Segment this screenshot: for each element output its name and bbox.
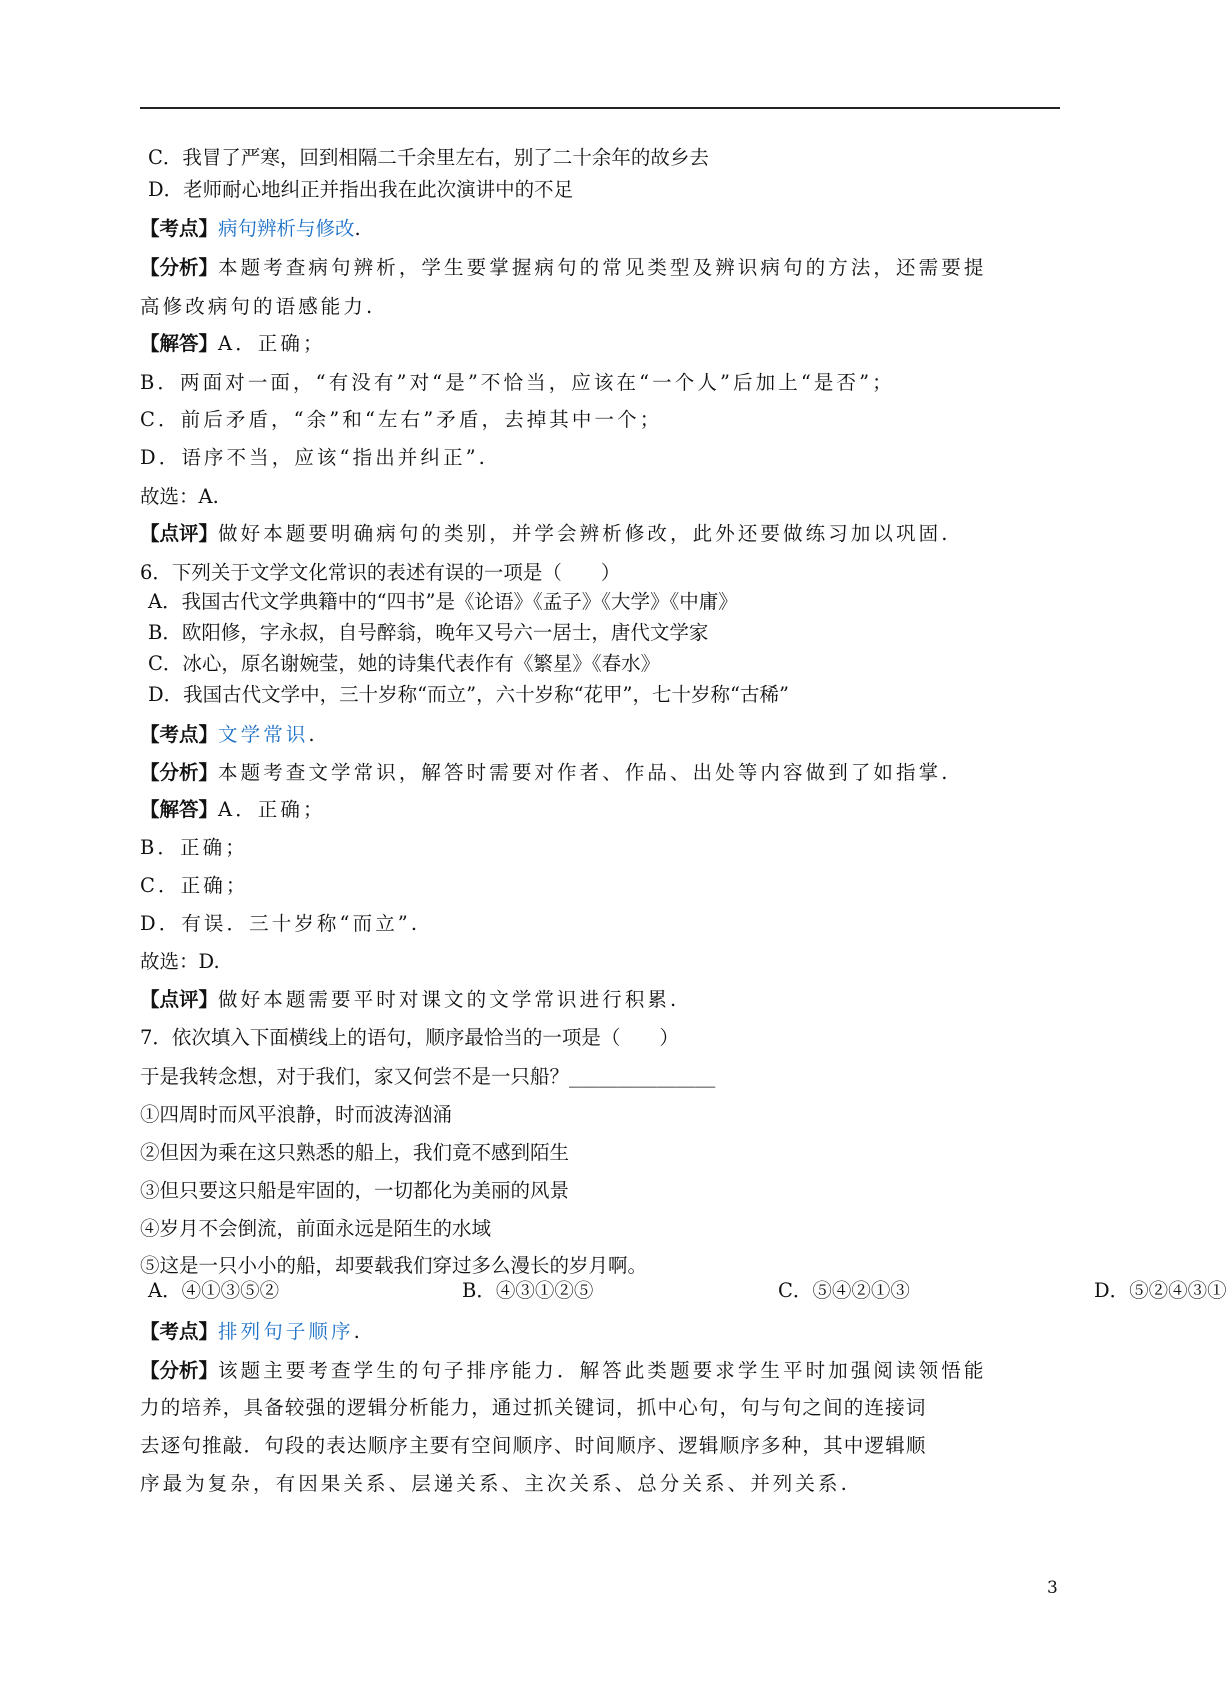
q7-sentence-3: ③但只要这只船是牢固的，一切都化为美丽的风景	[140, 1179, 570, 1202]
q7-stem: 7．依次填入下面横线上的语句，顺序最恰当的一项是（ ）	[140, 1026, 679, 1049]
kaodian-tag: 【考点】	[140, 217, 219, 240]
page-number: 3	[1047, 1578, 1058, 1598]
q6-kaodian	[140, 722, 318, 748]
q7-fenxi-line1	[140, 1358, 986, 1384]
q7-option-a: A．④①③⑤②	[148, 1279, 280, 1302]
q6-stem: 6．下列关于文学文化常识的表述有误的一项是（ ）	[140, 561, 621, 584]
jieda-tag: 【解答】	[140, 798, 219, 821]
q7-sentence-5: ⑤这是一只小小的船，却要载我们穿过多么漫长的岁月啊。	[140, 1254, 648, 1277]
header-rule	[140, 107, 1060, 109]
q6-answer: 故选：D.	[140, 950, 220, 973]
jieda-a: A．正确；	[218, 798, 326, 821]
q7-option-c: C．⑤④②①③	[778, 1279, 910, 1302]
fenxi-text: 本题考查病句辨析，学生要掌握病句的常见类型及辨识病句的方法，还需要提	[218, 256, 987, 279]
kaodian-link[interactable]: 排列句子顺序	[218, 1320, 354, 1343]
kaodian-end: .	[308, 723, 318, 746]
kaodian-end: .	[354, 217, 361, 240]
q5-option-c: C．我冒了严寒，回到相隔二千余里左右，别了二十余年的故乡去	[148, 146, 709, 169]
q7-kaodian	[140, 1319, 363, 1345]
kaodian-link[interactable]: 文学常识	[218, 723, 309, 746]
q7-fenxi-line3: 去逐句推敲．句段的表达顺序主要有空间顺序、时间顺序、逻辑顺序多种，其中逻辑顺	[140, 1434, 927, 1457]
q7-fenxi-line4: 序最为复杂，有因果关系、层递关系、主次关系、总分关系、并列关系.	[140, 1472, 850, 1495]
q6-jieda	[140, 797, 326, 823]
q6-option-c: C．冰心，原名谢婉莹，她的诗集代表作有《繁星》《春水》	[148, 652, 661, 675]
fenxi-tag: 【分析】	[140, 256, 219, 279]
q6-jieda-b: B．正确；	[140, 836, 248, 859]
q5-jieda-c: C．前后矛盾，“余”和“左右”矛盾，去掉其中一个；	[140, 408, 663, 431]
fenxi-tag: 【分析】	[140, 1359, 219, 1382]
q5-jieda-d: D．语序不当，应该“指出并纠正”.	[140, 446, 488, 469]
dianping-text: 做好本题需要平时对课文的文学常识进行积累.	[218, 988, 680, 1011]
q5-fenxi-line2: 高修改病句的语感能力.	[140, 295, 376, 318]
q5-option-d: D．老师耐心地纠正并指出我在此次演讲中的不足	[148, 178, 574, 201]
q7-sentence-4: ④岁月不会倒流，前面永远是陌生的水域	[140, 1217, 492, 1240]
kaodian-end: .	[353, 1320, 363, 1343]
kaodian-link[interactable]: 病句辨析与修改	[218, 217, 355, 240]
q5-jieda	[140, 331, 326, 357]
q5-jieda-b: B．两面对一面，“有没有”对“是”不恰当，应该在“一个人”后加上“是否”；	[140, 371, 895, 394]
q5-kaodian	[140, 216, 361, 242]
fenxi-tag: 【分析】	[140, 761, 219, 784]
q6-jieda-d: D．有误．三十岁称“而立”.	[140, 912, 421, 935]
q6-option-d: D．我国古代文学中，三十岁称“而立”，六十岁称“花甲”，七十岁称“古稀”	[148, 683, 789, 706]
dianping-tag: 【点评】	[140, 988, 219, 1011]
kaodian-tag: 【考点】	[140, 723, 219, 746]
kaodian-tag: 【考点】	[140, 1320, 219, 1343]
q7-option-d: D．⑤②④③①	[1094, 1279, 1227, 1302]
fenxi-text: 本题考查文学常识，解答时需要对作者、作品、出处等内容做到了如指掌.	[218, 761, 951, 784]
q5-dianping	[140, 521, 951, 547]
jieda-tag: 【解答】	[140, 332, 219, 355]
q6-dianping	[140, 987, 679, 1013]
q7-sentence-2: ②但因为乘在这只熟悉的船上，我们竟不感到陌生	[140, 1141, 570, 1164]
q7-prompt: 于是我转念想，对于我们，家又何尝不是一只船？_______________	[140, 1065, 716, 1088]
q6-option-a: A．我国古代文学典籍中的“四书”是《论语》《孟子》《大学》《中庸》	[148, 590, 738, 613]
fenxi-text: 该题主要考查学生的句子排序能力．解答此类题要求学生平时加强阅读领悟能	[218, 1359, 987, 1382]
q6-option-b: B．欧阳修，字永叔，自号醉翁，晚年又号六一居士，唐代文学家	[148, 621, 709, 644]
q6-jieda-c: C．正确；	[140, 874, 249, 897]
q7-options	[148, 1278, 1227, 1308]
jieda-a: A．正确；	[218, 332, 326, 355]
q7-sentence-1: ①四周时而风平浪静，时而波涛汹涌	[140, 1103, 453, 1126]
dianping-tag: 【点评】	[140, 522, 219, 545]
q6-fenxi	[140, 760, 951, 786]
dianping-text: 做好本题要明确病句的类别，并学会辨析修改，此外还要做练习加以巩固.	[218, 522, 951, 545]
q7-fenxi-line2: 力的培养，具备较强的逻辑分析能力，通过抓关键词，抓中心句，句与句之间的连接词	[140, 1396, 927, 1419]
q7-option-b: B．④③①②⑤	[462, 1279, 594, 1302]
q5-answer: 故选：A.	[140, 485, 219, 508]
q5-fenxi-line1	[140, 255, 986, 281]
